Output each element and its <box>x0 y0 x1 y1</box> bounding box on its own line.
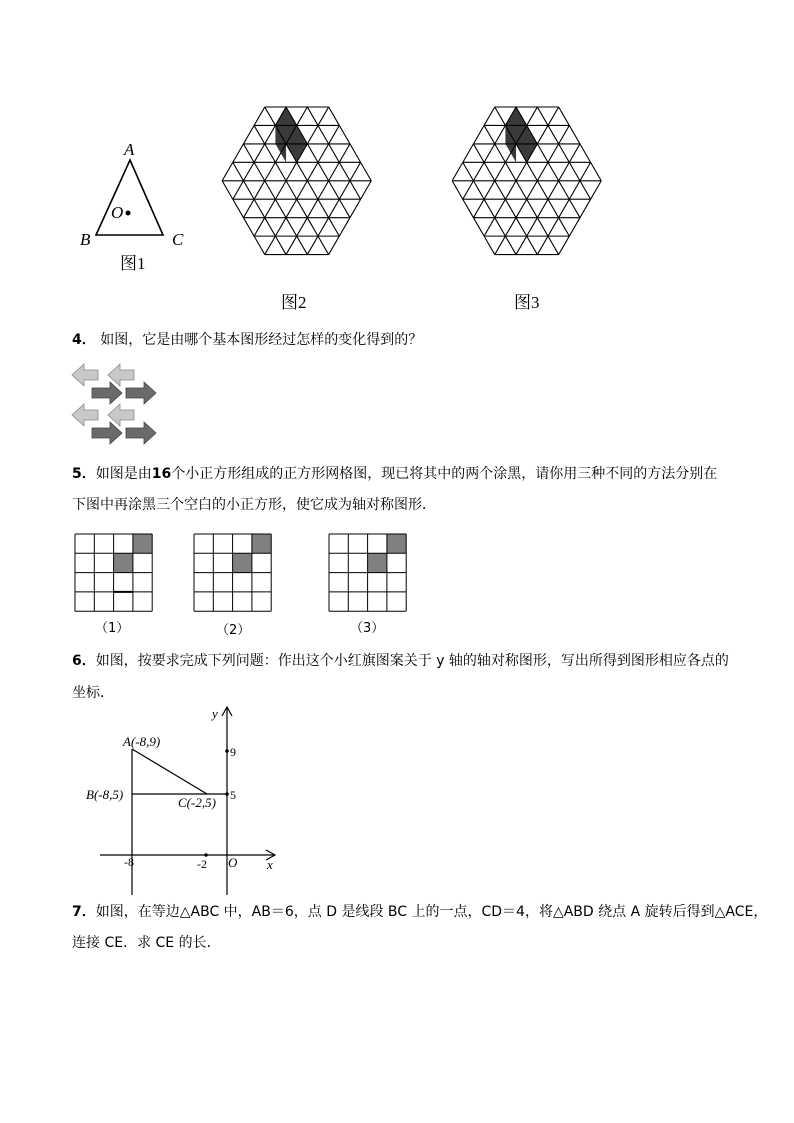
hex-grid-edge <box>254 181 265 199</box>
grid-3-caption: （3） <box>350 621 385 636</box>
hex-grid-edge <box>254 199 265 217</box>
question-6-number: 6． <box>72 653 96 669</box>
hex-grid-edge <box>473 144 484 162</box>
hex-grid-edge <box>527 181 538 199</box>
hex-grid-edge <box>495 162 506 180</box>
hex-grid-edge <box>318 162 329 180</box>
hex-grid-edge <box>591 162 602 180</box>
hex-grid-edge <box>548 125 559 143</box>
figure-2-hex-grid <box>205 105 390 315</box>
triangle-abc <box>96 160 163 235</box>
hex-grid-edge <box>307 236 318 254</box>
figure-arrows-pattern <box>70 362 162 448</box>
caption-fig2: 图2 <box>281 293 307 312</box>
hex-grid-edge <box>548 181 559 199</box>
grid-2 <box>193 533 273 613</box>
hex-grid-edge <box>548 218 559 236</box>
hex-grid-edge <box>307 144 318 162</box>
hex-grid-edge <box>265 181 276 199</box>
hex-grid-edge <box>559 107 570 125</box>
hex-grid-edge <box>361 181 372 199</box>
hex-grid-edge <box>297 236 308 254</box>
hex-grid-edge <box>580 162 591 180</box>
hex-grid-edge <box>275 218 286 236</box>
hex-grid-edge <box>286 218 297 236</box>
hex-grid-edge <box>527 218 538 236</box>
hex-grid-edge <box>307 218 318 236</box>
hex-grid-edge <box>286 199 297 217</box>
hex-grid-edge <box>286 162 297 180</box>
hex-grid-edge <box>233 181 244 199</box>
label-o: O <box>111 203 124 222</box>
hex-grid-edge <box>318 218 329 236</box>
question-5-text-a: 如图是由 <box>95 466 152 482</box>
label-x: x <box>267 857 273 872</box>
question-6-text-b: 坐标． <box>72 685 114 701</box>
hex-grid-edge <box>559 236 570 254</box>
hex-grid-edge <box>254 218 265 236</box>
hex-grid-edge <box>329 199 340 217</box>
question-7-line-1 <box>72 902 767 922</box>
hex-grid-edge <box>537 125 548 143</box>
hex-grid-edge <box>548 162 559 180</box>
hex-grid-edge <box>548 144 559 162</box>
hex-grid-edge <box>559 181 570 199</box>
label-tick-m8: -8 <box>124 855 134 869</box>
hex-grid-edge <box>548 199 559 217</box>
grid-shaded-cell <box>368 553 387 572</box>
hex-grid-edge <box>265 218 276 236</box>
caption-fig1: 图1 <box>120 254 146 273</box>
hex-grid-edge <box>265 107 276 125</box>
hex-grid-edge <box>329 144 340 162</box>
hex-grid-edge <box>318 199 329 217</box>
caption-fig3: 图3 <box>514 293 540 312</box>
hex-grid-edge <box>463 199 474 217</box>
hex-grid-edge <box>254 107 265 125</box>
hex-grid-edge <box>484 181 495 199</box>
hex-grid-edge <box>484 162 495 180</box>
point-o <box>126 211 131 216</box>
hex-grid-edge <box>297 181 308 199</box>
hex-grid-edge <box>339 218 350 236</box>
hex-grid-edge <box>350 144 361 162</box>
question-7-line-2 <box>72 933 221 953</box>
hex-grid-edge <box>495 199 506 217</box>
hex-grid-edge <box>318 236 329 254</box>
hex-grid-edge <box>233 199 244 217</box>
hex-grid-edge <box>484 144 495 162</box>
hex-grid-edge <box>505 199 516 217</box>
hex-grid-edge <box>559 125 570 143</box>
hex-grid-edge <box>495 181 506 199</box>
hex-grid-edge <box>473 218 484 236</box>
hex-grid-edge <box>516 218 527 236</box>
label-b: B <box>80 230 91 249</box>
question-7-number: 7． <box>72 904 96 920</box>
hex-grid-edge <box>484 218 495 236</box>
question-5-line-1 <box>72 464 717 484</box>
hex-grid-edge <box>580 144 591 162</box>
hex-grid-edge <box>297 199 308 217</box>
label-point-c: C(-2,5) <box>178 795 216 810</box>
hex-grid-edge <box>537 144 548 162</box>
hex-grid-edge <box>243 181 254 199</box>
hex-grid-edge <box>569 218 580 236</box>
grid-1 <box>74 533 154 613</box>
label-c: C <box>172 230 184 249</box>
hex-grid-edge <box>473 199 484 217</box>
question-6-line-2 <box>72 683 114 703</box>
hex-grid-edge <box>307 181 318 199</box>
hex-grid-edge <box>233 162 244 180</box>
hex-grid-edge <box>350 162 361 180</box>
hex-grid-edge <box>243 162 254 180</box>
hex-grid-edge <box>505 181 516 199</box>
hex-grid-edge <box>307 107 318 125</box>
grid-shaded-cell <box>114 553 133 572</box>
hex-grid-edge <box>505 218 516 236</box>
hex-grid-edge <box>495 236 506 254</box>
hex-grid-edge <box>548 107 559 125</box>
hex-grid-edge <box>569 144 580 162</box>
hex-grid-edge <box>591 181 602 199</box>
hex-grid-edge <box>318 144 329 162</box>
hex-grid-edge <box>350 199 361 217</box>
hex-grid-edge <box>243 218 254 236</box>
hex-grid-edge <box>339 144 350 162</box>
hex-grid-edge <box>307 199 318 217</box>
hex-grid-edge <box>307 162 318 180</box>
question-4-number: 4． <box>72 332 96 348</box>
hex-grid-edge <box>339 199 350 217</box>
hex-grid-edge <box>516 199 527 217</box>
hex-grid-edge <box>580 199 591 217</box>
hex-grid-edge <box>484 199 495 217</box>
hex-grid-edge <box>537 181 548 199</box>
label-tick-m2: -2 <box>197 857 207 871</box>
hex-grid-edge <box>275 162 286 180</box>
hex-grid-edge <box>473 125 484 143</box>
hex-grid-edge <box>286 236 297 254</box>
hex-grid-edge <box>318 125 329 143</box>
hex-grid-edge <box>233 144 244 162</box>
question-7-text-b: 连接 CE．求 CE 的长． <box>72 935 221 951</box>
hex-grid-edge <box>569 162 580 180</box>
hex-grid-edge <box>265 162 276 180</box>
hex-grid-edge <box>329 236 340 254</box>
grid-shaded-cell <box>387 534 406 553</box>
hex-grid-edge <box>473 162 484 180</box>
hex-grid-edge <box>286 181 297 199</box>
hex-grid-edge <box>265 144 276 162</box>
hex-grid-edge <box>329 162 340 180</box>
hex-grid-edge <box>350 181 361 199</box>
hex-grid-edge <box>569 181 580 199</box>
hex-grid-edge <box>297 218 308 236</box>
hex-grid-edge <box>318 107 329 125</box>
hex-grid-edge <box>484 236 495 254</box>
figure-1-triangle <box>70 135 200 280</box>
hex-grid-edge <box>495 144 506 162</box>
grid-1-caption: （1） <box>95 621 130 636</box>
hex-grid-edge <box>537 199 548 217</box>
hex-grid-edge <box>484 125 495 143</box>
hex-grid-edge <box>339 125 350 143</box>
label-y: y <box>212 706 218 721</box>
question-5-text-c: 下图中再涂黑三个空白的小正方形，使它成为轴对称图形． <box>72 497 436 513</box>
hex-grid-edge <box>495 107 506 125</box>
hex-grid-edge <box>265 125 276 143</box>
grid-3 <box>328 533 408 613</box>
hex-grid-edge <box>537 236 548 254</box>
hex-grid-edge <box>339 162 350 180</box>
hex-grid-edge <box>265 199 276 217</box>
hex-grid-edge <box>275 236 286 254</box>
tick-9-dot <box>225 749 229 753</box>
hex-grid-edge <box>452 181 463 199</box>
hex-grid-edge <box>254 162 265 180</box>
hex-grid-edge <box>505 236 516 254</box>
hex-grid-edge <box>243 125 254 143</box>
figure-coordinate-flag <box>82 703 282 898</box>
hex-grid-edge <box>243 199 254 217</box>
question-7-text-a: 如图，在等边△ABC 中，AB＝6，点 D 是线段 BC 上的一点，CD＝4，将△ABD 绕点 A 旋转后得到△ACE， <box>95 904 768 920</box>
question-5-text-b: 个小正方形组成的正方形网格图，现已将其中的两个涂黑，请你用三种不同的方法分别在 <box>171 466 718 482</box>
hex-grid-edge <box>254 144 265 162</box>
hex-grid-edge <box>559 199 570 217</box>
hex-grid-edge <box>516 236 527 254</box>
hex-grid-edge <box>329 107 340 125</box>
hex-grid-edge <box>307 125 318 143</box>
hex-grid-edge <box>222 162 233 180</box>
hex-grid-edge <box>329 125 340 143</box>
grid-shaded-cell <box>233 553 252 572</box>
hex-grid-edge <box>222 181 233 199</box>
hex-grid-edge <box>537 218 548 236</box>
figure-3-hex-grid <box>435 105 620 315</box>
hex-grid-edge <box>569 125 580 143</box>
hex-grid-edge <box>463 144 474 162</box>
hex-grid-edge <box>339 181 350 199</box>
label-point-a: A(-8,9) <box>123 734 161 749</box>
label-a: A <box>124 140 135 159</box>
hex-grid-edge <box>569 199 580 217</box>
grid-2-caption: （2） <box>216 623 251 638</box>
hex-grid-edge <box>580 181 591 199</box>
hex-grid-edge <box>505 162 516 180</box>
hex-grid-edge <box>243 144 254 162</box>
hex-grid-edge <box>537 162 548 180</box>
question-5-line-2 <box>72 495 436 515</box>
hex-grid-edge <box>516 181 527 199</box>
hex-grid-edge <box>297 162 308 180</box>
hex-grid-edge <box>473 181 484 199</box>
label-origin: O <box>228 855 238 870</box>
hex-grid-edge <box>318 181 329 199</box>
hex-grid-edge <box>275 181 286 199</box>
hex-grid-edge <box>548 236 559 254</box>
hex-grid-edge <box>527 107 538 125</box>
hex-grid-edge <box>463 181 474 199</box>
tick-5-dot <box>225 792 229 796</box>
hex-grid-edge <box>275 199 286 217</box>
grid-shaded-cell <box>133 534 152 553</box>
question-6-text-a: 如图，按要求完成下列问题：作出这个小红旗图案关于 y 轴的轴对称图形，写出所得到图形相应各点的 <box>95 653 729 669</box>
hex-grid-edge <box>559 162 570 180</box>
hex-grid-edge <box>484 107 495 125</box>
label-tick-9: 9 <box>230 745 236 759</box>
flag-side-ac <box>132 749 207 794</box>
question-5-bold-16: 16 <box>151 466 172 482</box>
hex-grid-edge <box>265 236 276 254</box>
question-6-line-1 <box>72 651 729 671</box>
hex-grid-edge <box>329 218 340 236</box>
hex-grid-edge <box>559 218 570 236</box>
hex-grid-edge <box>254 125 265 143</box>
label-tick-5: 5 <box>230 788 236 802</box>
hex-grid-edge <box>527 162 538 180</box>
hex-grid-edge <box>297 107 308 125</box>
hex-grid-edge <box>527 199 538 217</box>
hex-grid-edge <box>254 236 265 254</box>
grid-shaded-cell <box>252 534 271 553</box>
hex-grid-edge <box>527 236 538 254</box>
hex-grid-edge <box>495 125 506 143</box>
hex-grid-edge <box>537 107 548 125</box>
question-5-number: 5． <box>72 466 96 482</box>
hex-grid-edge <box>495 218 506 236</box>
label-point-b: B(-8,5) <box>86 787 124 802</box>
hex-grid-edge <box>452 162 463 180</box>
question-4-text: 如图，它是由哪个基本图形经过怎样的变化得到的？ <box>100 332 423 348</box>
hex-grid-edge <box>361 162 372 180</box>
hex-grid-edge <box>559 144 570 162</box>
question-4 <box>72 330 422 350</box>
hex-grid-edge <box>329 181 340 199</box>
hex-grid-edge <box>463 162 474 180</box>
hex-grid-edge <box>516 162 527 180</box>
